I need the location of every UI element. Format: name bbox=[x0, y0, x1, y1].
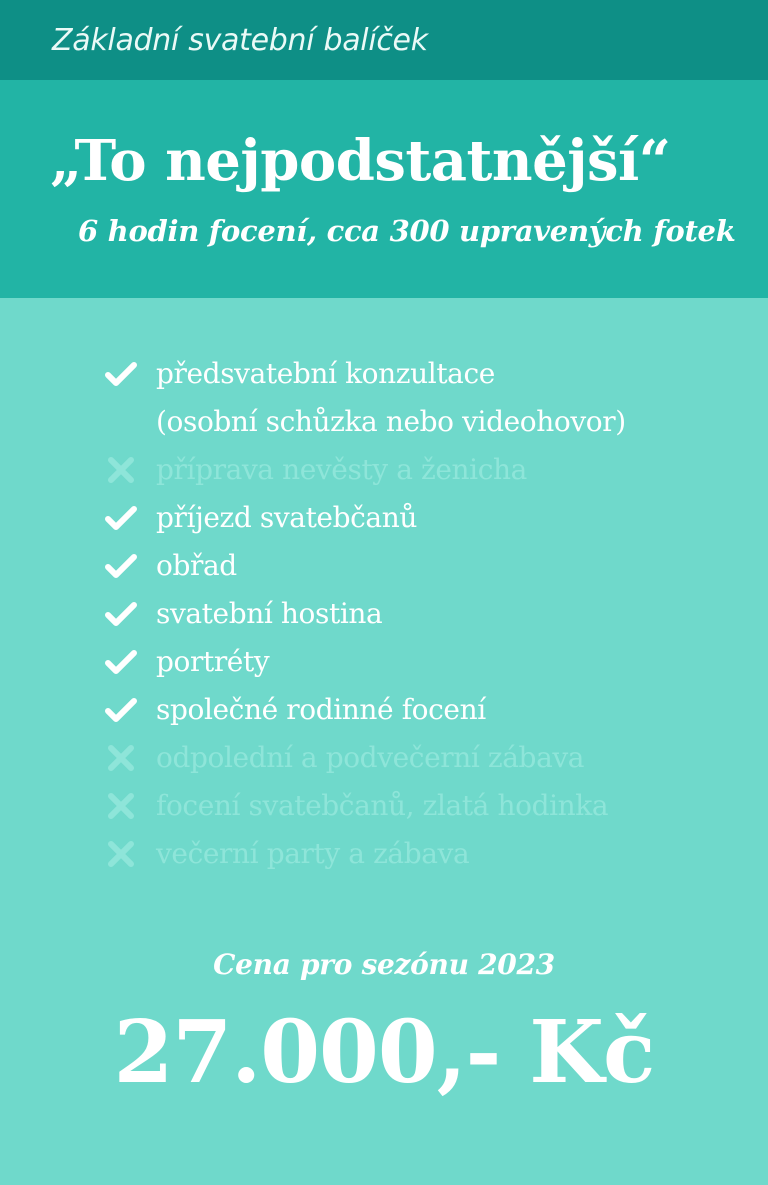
feature-item bbox=[104, 590, 768, 638]
cross-icon bbox=[104, 782, 138, 830]
check-icon bbox=[104, 494, 138, 542]
price-value: 27.000,- Kč bbox=[113, 1002, 655, 1103]
check-icon bbox=[104, 686, 138, 734]
feature-text bbox=[156, 494, 417, 542]
feature-label: společné rodinné focení bbox=[156, 693, 486, 726]
feature-item bbox=[104, 830, 768, 878]
feature-text bbox=[156, 446, 527, 494]
feature-item bbox=[104, 542, 768, 590]
feature-item bbox=[104, 638, 768, 686]
feature-item bbox=[104, 686, 768, 734]
price-block bbox=[0, 948, 768, 1103]
package-name: „To nejpodstatnější“ bbox=[50, 128, 671, 194]
price-label: Cena pro sezónu 2023 bbox=[213, 948, 555, 981]
check-icon bbox=[104, 350, 138, 398]
feature-label-detail: (osobní schůzka nebo videohovor) bbox=[156, 405, 626, 438]
feature-label: předsvatební konzultace bbox=[156, 357, 495, 390]
feature-item bbox=[104, 350, 768, 446]
topbar-title: Základní svatební balíček bbox=[52, 22, 428, 58]
package-header bbox=[0, 80, 768, 298]
feature-label: příprava nevěsty a ženicha bbox=[156, 453, 527, 486]
feature-label: obřad bbox=[156, 549, 237, 582]
cross-icon bbox=[104, 446, 138, 494]
feature-text bbox=[156, 782, 608, 830]
cross-icon bbox=[104, 734, 138, 782]
feature-list bbox=[0, 298, 768, 878]
feature-label: focení svatebčanů, zlatá hodinka bbox=[156, 789, 609, 822]
feature-text bbox=[156, 734, 584, 782]
package-subtitle: 6 hodin focení, cca 300 upravených fotek bbox=[78, 214, 736, 248]
check-icon bbox=[104, 542, 138, 590]
cross-icon bbox=[104, 830, 138, 878]
feature-text bbox=[156, 638, 269, 686]
feature-item bbox=[104, 734, 768, 782]
check-icon bbox=[104, 638, 138, 686]
feature-text bbox=[156, 590, 382, 638]
feature-text bbox=[156, 830, 469, 878]
feature-label: příjezd svatebčanů bbox=[156, 501, 417, 534]
topbar bbox=[0, 0, 768, 80]
feature-text bbox=[156, 542, 237, 590]
feature-label: portréty bbox=[156, 645, 270, 678]
check-icon bbox=[104, 590, 138, 638]
feature-label: odpolední a podvečerní zábava bbox=[156, 741, 585, 774]
feature-text bbox=[156, 686, 486, 734]
feature-text bbox=[156, 350, 626, 446]
feature-item bbox=[104, 446, 768, 494]
feature-item bbox=[104, 782, 768, 830]
feature-label: večerní party a zábava bbox=[156, 837, 470, 870]
feature-item bbox=[104, 494, 768, 542]
feature-label: svatební hostina bbox=[156, 597, 383, 630]
